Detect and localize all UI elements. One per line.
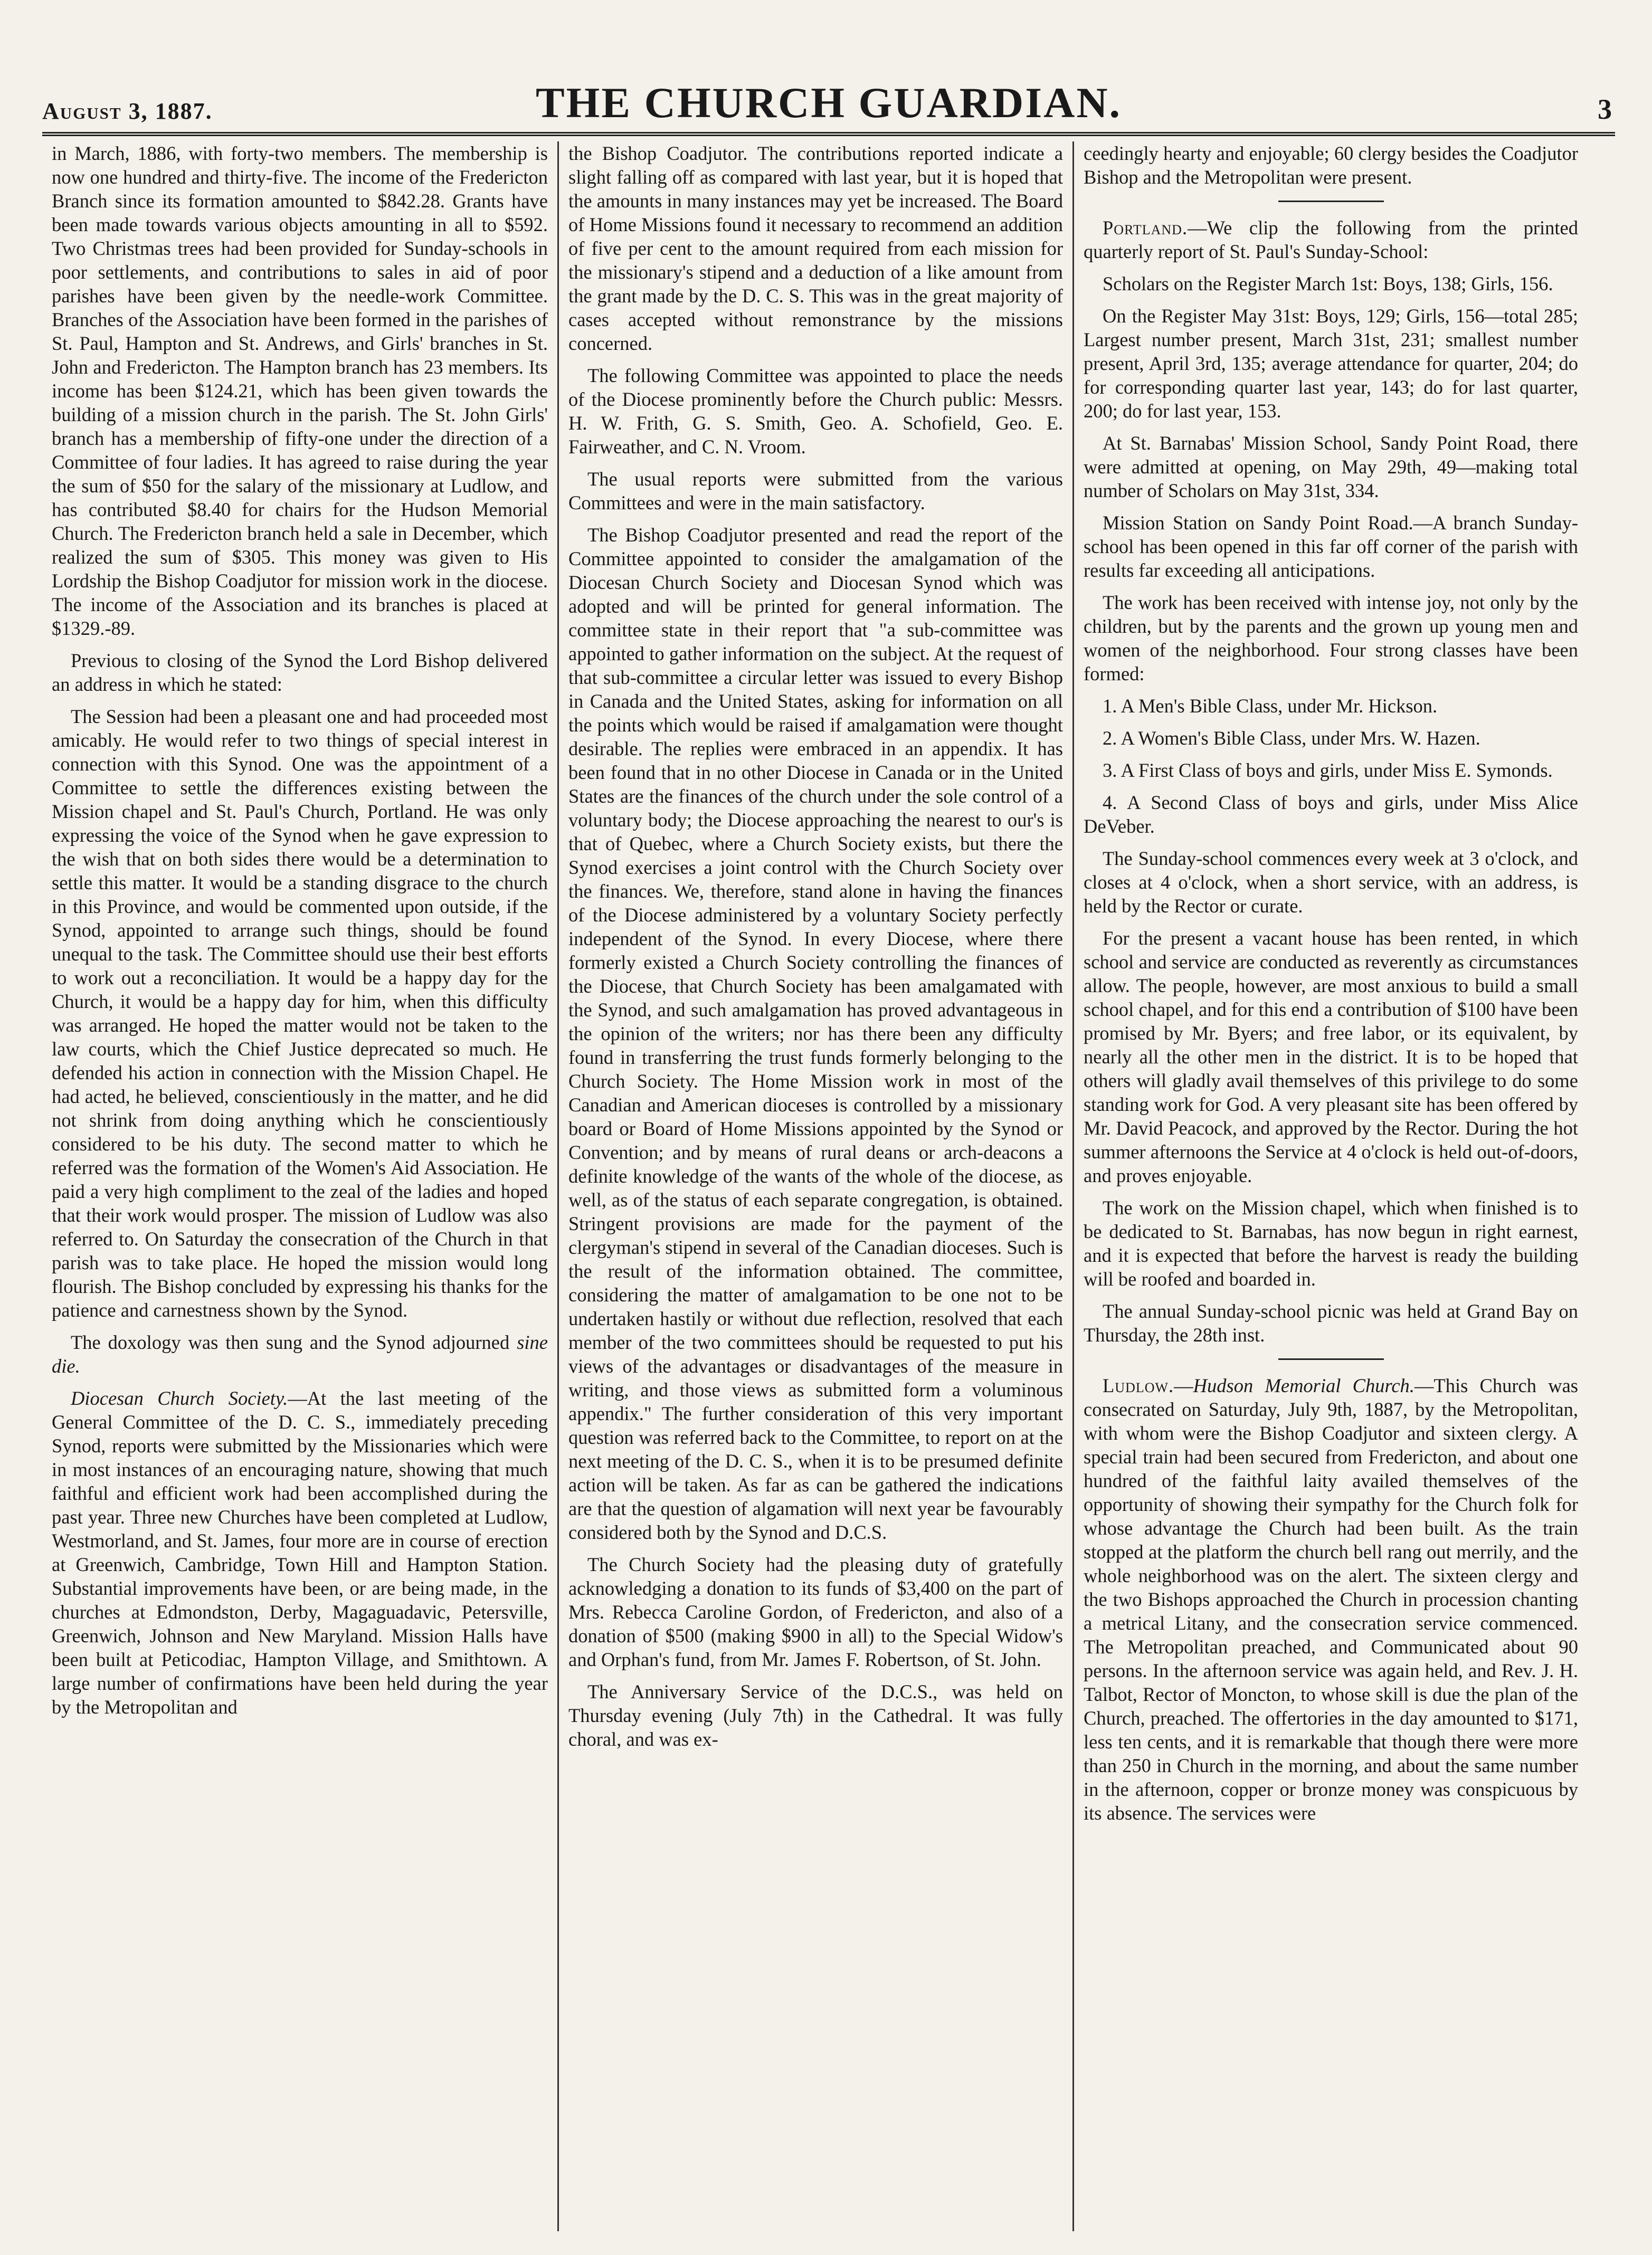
text-run: —This Church was consecrated on Saturday, July 9th, 1887, by the Metropolitan, with whom were the Bishop Coadjutor and sixteen clergy. A special train had been secured from Fredericton, and about one hundred of the faithful laity availed themselves of the opportunity of showing their sympathy for the Church folk for whose advantage the Church had been built. As the train stopped at the platform the church bell rang out merrily, and the whole neighborhood was on the alert. The sixteen clergy and the two Bishops approached the Church in procession chanting a metrical Litany, and the consecration service commenced. The Metropolitan preached, and Communicated about 90 persons. In the afternoon service was again held, and Rev. J. H. Talbot, Rector of Moncton, to whose skill is due the plan of the Church, preached. The offertories in the day amounted to $171, less ten cents, and it is remarkable that though there were more than 250 in Church in the morning, and about the same number in the afternoon, copper or bronze money was conspicuous by its absence. The services were	[1084, 1375, 1578, 1824]
section-heading: Portland.	[1103, 217, 1188, 239]
section-heading: Diocesan Church Society.	[71, 1387, 288, 1409]
text-run: —We clip the following from the printed quarterly report of St. Paul's Sunday-School:	[1084, 217, 1578, 262]
paragraph: The annual Sunday-school picnic was held at Grand Bay on Thursday, the 28th inst.	[1084, 1300, 1578, 1346]
paragraph	[1084, 1374, 1578, 1825]
issue-date: August 3, 1887.	[42, 98, 213, 124]
paragraph	[52, 1386, 548, 1719]
paragraph: The Anniversary Service of the D.C.S., was held on Thursday evening (July 7th) in the Cathedral. It was fully choral, and was ex-	[568, 1681, 1063, 1750]
paragraph: Scholars on the Register March 1st: Boys, 138; Girls, 156.	[1103, 273, 1553, 294]
paragraph: Mission Station on Sandy Point Road.—A branch Sunday-school has been opened in this far off corner of the parish with results far exceeding all anticipations.	[1084, 512, 1578, 581]
text-run: —At the last meeting of the General Committee of the D. C. S., immediately preceding Synod, reports were submitted by the Missionaries which were in most instances of an encouraging nature, showing that much faithful and efficient work had been accomplished during the past year. Three new Churches have been completed at Ludlow, Westmorland, and St. James, four more are in course of erection at Greenwich, Cambridge, Town Hill and Hampton Station. Substantial improvements have been, or are being made, in the churches at Edmondston, Derby, Magaguadavic, Petersville, Greenwich, Johnson and New Maryland. Mission Halls have been built at Peticodiac, Hampton Village, and Smithtown. A large number of confirmations have been held during the year by the Metropolitan and	[52, 1387, 548, 1718]
section-heading: Ludlow.	[1103, 1375, 1174, 1396]
column-3	[1072, 141, 1588, 2231]
newspaper-title: THE CHURCH GUARDIAN.	[535, 79, 1122, 127]
section-divider	[1278, 1358, 1384, 1360]
paragraph: For the present a vacant house has been rented, in which school and service are conducted as reverently as circumstances allow. The people, however, are most anxious to build a small school chapel, and for this end a contribution of $100 have been promised by Mr. Byers; and free labor, or its equivalent, by nearly all the other men in the district. It is to be hoped that others will gladly avail themselves of this privilege to do some standing work for God. A very pleasant site has been offered by Mr. David Peacock, and approved by the Rector. During the hot summer afternoons the Service at 4 o'clock is held out-of-doors, and proves enjoyable.	[1084, 927, 1578, 1186]
paragraph	[1084, 216, 1578, 263]
page-number: 3	[1598, 93, 1612, 125]
list-item: 1. A Men's Bible Class, under Mr. Hickson.	[1103, 695, 1438, 717]
paragraph: On the Register May 31st: Boys, 129; Girls, 156—total 285; Largest number present, March 31st, 231; smallest number present, April 3rd, 135; average attendance for quarter, 204; do for corresponding quarter last year, 143; do for last quarter, 200; do for last year, 153.	[1084, 305, 1578, 422]
paragraph: Previous to closing of the Synod the Lord Bishop delivered an address in which he stated:	[52, 650, 548, 695]
paragraph: ceedingly hearty and enjoyable; 60 clergy besides the Coadjutor Bishop and the Metropolitan were present.	[1084, 142, 1578, 188]
paragraph: The work on the Mission chapel, which when finished is to be dedicated to St. Barnabas, has now begun in right earnest, and it is expected that before the harvest is ready the building will be roofed and boarded in.	[1084, 1197, 1578, 1290]
italic-text: sine die.	[52, 1331, 548, 1377]
article-columns	[42, 141, 1620, 2231]
paragraph: The work has been received with intense joy, not only by the children, but by the parents and the grown up young men and women of the neighborhood. Four strong classes have been formed:	[1084, 592, 1578, 684]
masthead	[42, 79, 1615, 136]
paragraph	[52, 1330, 548, 1378]
paragraph: The Session had been a pleasant one and had proceeded most amicably. He would refer to two things of special interest in connection with this Synod. One was the appointment of a Committee to settle the differences existing between the Mission chapel and St. Paul's Church, Portland. He was only expressing the voice of the Synod when he gave expression to the wish that on both sides there would be a determination to settle this matter. It would be a standing disgrace to the church in this Province, and would be commented upon outside, if the Synod, appointed to arrange such things, should be found unequal to the task. The Committee should use their best efforts to work out a reconciliation. It would be a happy day for the Church, it would be a happy day for him, when this difficulty was arranged. He hoped the matter would not be taken to the law courts, which the Chief Justice deprecated so much. He defended his action in connection with the Mission Chapel. He had acted, he believed, conscientiously in the matter, and he did not shrink from doing anything which he conscientiously considered to be his duty. The second matter to which he referred was the formation of the Women's Aid Association. He paid a very high compliment to the zeal of the ladies and hoped that their work would prosper. The mission of Ludlow was also referred to. On Saturday the consecration of the Church in that parish was to take place. He hoped the mission would long flourish. The Bishop concluded by expressing his thanks for the patience and carnestness shown by the Synod.	[52, 706, 548, 1321]
paragraph: The Sunday-school commences every week at 3 o'clock, and closes at 4 o'clock, when a short service, with an address, is held by the Rector or curate.	[1084, 848, 1578, 917]
paragraph: the Bishop Coadjutor. The contributions reported indicate a slight falling off as compared with last year, but it is hoped that the amounts in many instances may yet be increased. The Board of Home Missions found it necessary to recommend an addition of five per cent to the amount required from each mission for the missionary's stipend and a deduction of a like amount from the grant made by the D. C. S. This was in the great majority of cases accepted without remonstrance by the missions concerned.	[568, 142, 1063, 354]
list-item: 4. A Second Class of boys and girls, under Miss Alice DeVeber.	[1084, 792, 1578, 837]
paragraph: The Bishop Coadjutor presented and read the report of the Committee appointed to consider the amalgamation of the Diocesan Church Society and Diocesan Synod which was adopted and will be printed for general information. The committee state in their report that "a sub-committee was appointed to gather information on the subject. At the request of that sub-committee a circular letter was issued to every Bishop in Canada and the United States, asking for information on all the points which would be raised if amalgamation were thought desirable. The replies were embraced in an appendix. It has been found that in no other Diocese in Canada or in the United States are the finances of the church under the sole control of a voluntary body; the Diocese approaching the nearest to our's is that of Quebec, where a Church Society exists, but there the Synod exercises a joint control with the Church Society over the finances. We, therefore, stand alone in having the finances of the Diocese administered by a voluntary Society perfectly independent of the Synod. In every Diocese, where there formerly existed a Church Society controlling the finances of the Diocese, that Church Society has been amalgamated with the Synod, and such amalgamation has proved advantageous in the opinion of the writers; nor has there been any difficulty found in transferring the trust funds formerly belonging to the Church Society. The Home Mission work in most of the Canadian and American dioceses is controlled by a missionary board or Board of Home Missions appointed by the Synod or Convention; and by means of rural deans or arch-deacons a definite knowledge of the wants of the whole of the diocese, as well, as of the status of each separate congregation, is obtained. Stringent provisions are made for the payment of the clergyman's stipend in several of the Canadian dioceses. Such is the result of the information obtained. The committee, considering the matter of amalgamation to be one not to be undertaken hastily or without due reflection, resolved that each member of the two committees should be requested to put his views of the advantages or disadvantages of the measure in writing, and those views as submitted form a voluminous appendix." The further consideration of this very important question was referred back to the Committee, to report on at the next meeting of the D. C. S., when it is to be presumed definite action will be taken. As far as can be gathered the indications are that the question of algamation will next year be favourably considered both by the Synod and D.C.S.	[568, 524, 1063, 1543]
paragraph: At St. Barnabas' Mission School, Sandy Point Road, there were admitted at opening, on May 29th, 49—making total number of Scholars on May 31st, 334.	[1084, 432, 1578, 501]
paragraph: The usual reports were submitted from the various Committees and were in the main satisfactory.	[568, 468, 1063, 513]
column-2	[557, 141, 1072, 2231]
text-run: The doxology was then sung and the Synod adjourned	[71, 1331, 517, 1353]
column-1	[42, 141, 557, 2231]
paragraph: The following Committee was appointed to place the needs of the Diocese prominently before the Church public: Messrs. H. W. Frith, G. S. Smith, Geo. A. Schofield, Geo. E. Fairweather, and C. N. Vroom.	[568, 365, 1063, 458]
list-item: 3. A First Class of boys and girls, under Miss E. Symonds.	[1103, 759, 1553, 781]
section-divider	[1278, 201, 1384, 202]
paragraph: The Church Society had the pleasing duty of gratefully acknowledging a donation to its funds of $3,400 on the part of Mrs. Rebecca Caroline Gordon, of Fredericton, and also of a donation of $500 (making $900 in all) to the Special Widow's and Orphan's fund, from Mr. James F. Robertson, of St. John.	[568, 1554, 1063, 1670]
paragraph: in March, 1886, with forty-two members. The membership is now one hundred and thirty-five. The income of the Fredericton Branch since its formation amounted to $842.28. Grants have been made towards various objects amounting in all to $592. Two Christmas trees had been provided for Sunday-schools in poor settlements, and contributions to sales in aid of poor parishes have been given by the needle-work Committee. Branches of the Association have been formed in the parishes of St. Paul, Hampton and St. Andrews, and Girls' branches in St. John and Fredericton. The Hampton branch has 23 members. Its income has been $124.21, which has been given towards the building of a mission church in the parish. The St. John Girls' branch has a membership of fifty-one under the direction of a Committee of four ladies. It has agreed to raise during the year the sum of $50 for the salary of the missionary at Ludlow, and has contributed $8.40 for chairs for the Hudson Memorial Church. The Fredericton branch held a sale in December, which realized the sum of $305. This money was given to His Lordship the Bishop Coadjutor for mission work in the diocese. The income of the Association and its branches is placed at $1329.-89.	[52, 142, 548, 639]
list-item: 2. A Women's Bible Class, under Mrs. W. Hazen.	[1103, 727, 1480, 749]
text-run: —	[1174, 1375, 1193, 1396]
italic-text: Hudson Memorial Church.	[1193, 1375, 1414, 1396]
